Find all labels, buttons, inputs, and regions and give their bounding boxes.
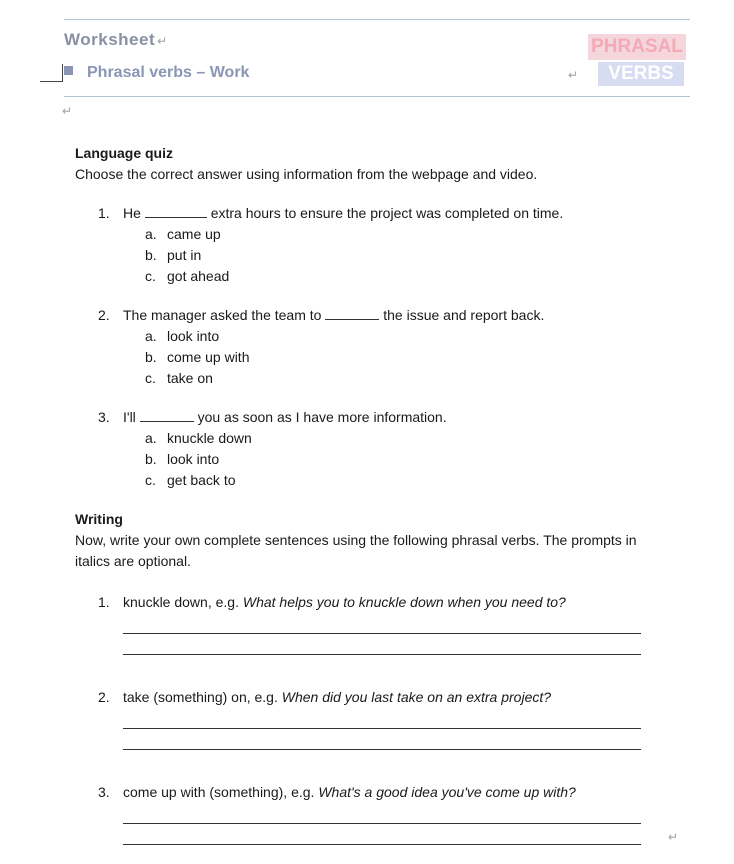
answer-option[interactable]: a. look into (145, 328, 220, 344)
bullet-square-icon (64, 66, 73, 75)
writing-heading: Writing (75, 511, 123, 527)
question-text-before: The manager asked the team to (123, 307, 322, 323)
paragraph-mark: ↵ (668, 830, 679, 844)
question-text-before: I'll (123, 409, 136, 425)
writing-item-number: 3. (98, 784, 110, 800)
writing-example: What helps you to knuckle down when you need to? (242, 594, 566, 610)
answer-option[interactable]: c. take on (145, 370, 213, 386)
question-number: 1. (98, 205, 110, 221)
question-number: 3. (98, 409, 110, 425)
answer-line[interactable] (123, 823, 641, 824)
question-text-after: the issue and report back. (383, 307, 545, 323)
tab-leader (40, 81, 62, 82)
answer-option[interactable]: c. got ahead (145, 268, 230, 284)
answer-blank[interactable] (145, 205, 207, 218)
question-number: 2. (98, 307, 110, 323)
answer-line[interactable] (123, 654, 641, 655)
phrasal-verbs-logo (588, 34, 686, 88)
worksheet-content (75, 143, 655, 845)
answer-option[interactable]: c. get back to (145, 472, 236, 488)
answer-option[interactable]: b. look into (145, 451, 220, 467)
logo-line-1: PHRASAL (588, 34, 686, 60)
answer-line[interactable] (123, 633, 641, 634)
answer-option[interactable]: a. knuckle down (145, 430, 252, 446)
logo-line-2: VERBS (598, 62, 684, 86)
writing-item (75, 687, 655, 750)
writing-example: When did you last take on an extra project? (281, 689, 552, 705)
header-top-rule (64, 19, 690, 20)
paragraph-mark: ↵ (568, 68, 579, 82)
quiz-question (75, 203, 655, 287)
question-text-before: He (123, 205, 141, 221)
writing-example: What's a good idea you've come up with? (318, 784, 576, 800)
question-text-after: extra hours to ensure the project was completed on time. (210, 205, 564, 221)
writing-instructions: Now, write your own complete sentences using the following phrasal verbs. The prompts in italics are optional. (75, 532, 637, 569)
writing-item-number: 2. (98, 689, 110, 705)
change-bar (62, 64, 63, 82)
writing-prompt: take (something) on, e.g. (123, 689, 278, 705)
answer-line[interactable] (123, 844, 641, 845)
answer-line[interactable] (123, 728, 641, 729)
header-bottom-rule (64, 96, 690, 97)
writing-item (75, 592, 655, 655)
answer-line[interactable] (123, 749, 641, 750)
question-text-after: you as soon as I have more information. (197, 409, 447, 425)
worksheet-title: Worksheet ↵ (64, 30, 168, 49)
quiz-heading: Language quiz (75, 145, 173, 161)
writing-prompt: knuckle down, e.g. (123, 594, 239, 610)
answer-option[interactable]: a. came up (145, 226, 221, 242)
answer-option[interactable]: b. put in (145, 247, 202, 263)
quiz-question (75, 407, 655, 491)
paragraph-mark: ↵ (157, 34, 168, 48)
answer-option[interactable]: b. come up with (145, 349, 250, 365)
writing-item-number: 1. (98, 594, 110, 610)
writing-prompt: come up with (something), e.g. (123, 784, 315, 800)
worksheet-subtitle: Phrasal verbs – Work (64, 64, 249, 82)
answer-blank[interactable] (140, 409, 194, 422)
paragraph-mark: ↵ (62, 104, 73, 118)
quiz-question (75, 305, 655, 389)
quiz-instructions: Choose the correct answer using information from the webpage and video. (75, 166, 538, 182)
answer-blank[interactable] (325, 307, 379, 320)
writing-item (75, 782, 655, 845)
